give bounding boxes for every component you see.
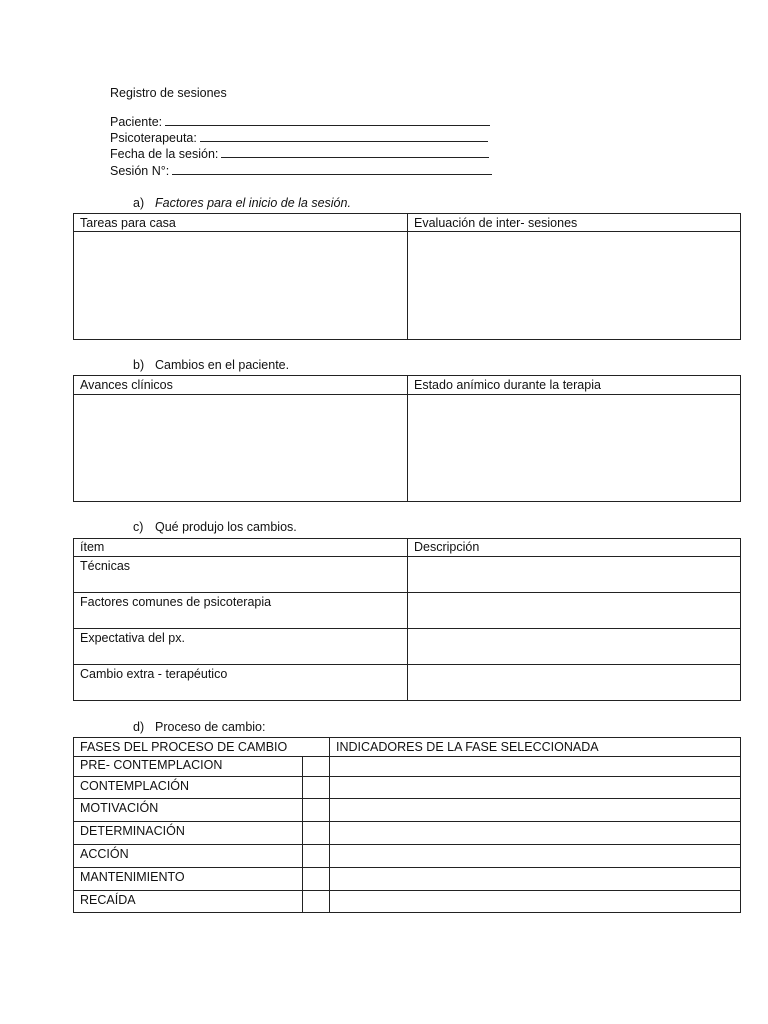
section-c-heading	[133, 520, 297, 534]
session-date-input-line[interactable]	[221, 146, 489, 158]
phase-select-box[interactable]	[303, 757, 328, 775]
section-c-table	[73, 538, 741, 701]
section-c-title: Qué produjo los cambios.	[155, 520, 297, 534]
section-d-table	[73, 737, 741, 913]
description-cell[interactable]	[409, 666, 739, 699]
description-cell[interactable]	[409, 630, 739, 663]
psychotherapist-input-line[interactable]	[200, 130, 488, 142]
phase-label: RECAÍDA	[80, 893, 136, 907]
phase-label: MANTENIMIENTO	[80, 870, 185, 884]
phase-label: MOTIVACIÓN	[80, 801, 159, 815]
section-c-col2-header: Descripción	[414, 540, 480, 554]
psychotherapist-label: Psicoterapeuta:	[110, 131, 197, 145]
session-number-label: Sesión N°:	[110, 164, 170, 178]
clinical-progress-cell[interactable]	[75, 396, 406, 500]
phase-label: ACCIÓN	[80, 847, 129, 861]
section-c-row-label: Cambio extra - terapéutico	[80, 667, 228, 681]
phase-select-box[interactable]	[303, 822, 328, 843]
homework-cell[interactable]	[75, 233, 406, 338]
section-b-col1-header: Avances clínicos	[80, 378, 173, 392]
section-a-title: Factores para el inicio de la sesión.	[155, 196, 351, 210]
section-d-letter: d)	[133, 720, 145, 734]
phase-select-box[interactable]	[303, 868, 328, 889]
section-d-col1-header: FASES DEL PROCESO DE CAMBIO	[80, 740, 288, 754]
section-a-col2-header: Evaluación de inter- sesiones	[414, 216, 578, 230]
indicator-cell[interactable]	[331, 799, 739, 820]
section-b-col2-header: Estado anímico durante la terapia	[414, 378, 601, 392]
phase-select-box[interactable]	[303, 845, 328, 866]
section-c-row-label: Expectativa del px.	[80, 631, 185, 645]
phase-label: PRE- CONTEMPLACION	[80, 758, 223, 772]
session-number-input-line[interactable]	[172, 163, 492, 175]
indicator-cell[interactable]	[331, 822, 739, 843]
session-date-field	[110, 146, 489, 161]
section-a-heading	[133, 196, 351, 210]
section-a-col1-header: Tareas para casa	[80, 216, 176, 230]
description-cell[interactable]	[409, 558, 739, 591]
indicator-cell[interactable]	[331, 757, 739, 775]
indicator-cell[interactable]	[331, 891, 739, 911]
inter-session-evaluation-cell[interactable]	[409, 233, 739, 338]
indicator-cell[interactable]	[331, 868, 739, 889]
session-number-field	[110, 163, 492, 178]
section-b-title: Cambios en el paciente.	[155, 358, 290, 372]
section-d-heading	[133, 720, 265, 734]
document-title: Registro de sesiones	[110, 86, 227, 100]
section-c-letter: c)	[133, 520, 144, 534]
indicator-cell[interactable]	[331, 777, 739, 797]
section-b-heading	[133, 358, 289, 372]
phase-label: DETERMINACIÓN	[80, 824, 185, 838]
phase-label: CONTEMPLACIÓN	[80, 779, 190, 793]
section-a-table	[73, 213, 741, 340]
section-d-col2-header: INDICADORES DE LA FASE SELECCIONADA	[336, 740, 599, 754]
session-date-label: Fecha de la sesión:	[110, 147, 219, 161]
section-b-letter: b)	[133, 358, 145, 372]
section-c-col1-header: ítem	[80, 540, 105, 554]
section-d-title: Proceso de cambio:	[155, 720, 266, 734]
phase-select-box[interactable]	[303, 777, 328, 797]
patient-field	[110, 114, 490, 129]
psychotherapist-field	[110, 130, 488, 145]
phase-select-box[interactable]	[303, 799, 328, 820]
section-c-row-label: Factores comunes de psicoterapia	[80, 595, 272, 609]
section-b-table	[73, 375, 741, 502]
mood-during-therapy-cell[interactable]	[409, 396, 739, 500]
indicator-cell[interactable]	[331, 845, 739, 866]
section-a-letter: a)	[133, 196, 145, 210]
patient-input-line[interactable]	[165, 114, 490, 126]
description-cell[interactable]	[409, 594, 739, 627]
phase-select-box[interactable]	[303, 891, 328, 911]
section-c-row-label: Técnicas	[80, 559, 131, 573]
patient-label: Paciente:	[110, 115, 163, 129]
